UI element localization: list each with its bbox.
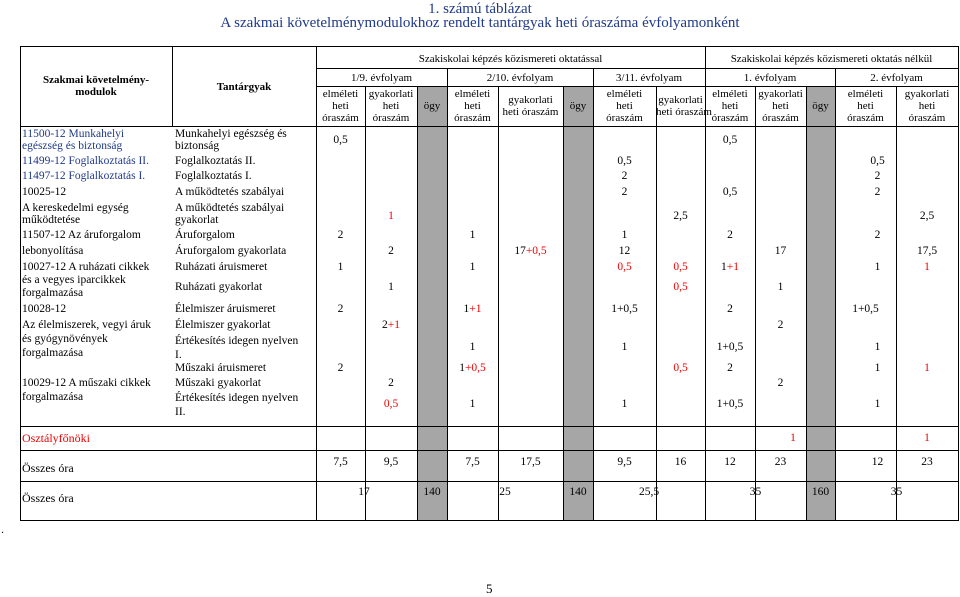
hours-value: 1 bbox=[388, 281, 394, 293]
hours-value: 2 bbox=[337, 229, 344, 241]
hours-value: 1+0,5 bbox=[459, 362, 486, 374]
subheader-ogy: ögy bbox=[423, 100, 441, 112]
total-value: 35 bbox=[890, 486, 903, 498]
total-value: 7,5 bbox=[465, 456, 480, 468]
hours-value: 2 bbox=[727, 303, 733, 315]
subject-name: Értékesítés idegen nyelven II. bbox=[175, 392, 299, 418]
total-value: 140 bbox=[423, 486, 441, 498]
subheader-gyakorlati: gyakorlati heti óraszám bbox=[758, 88, 803, 124]
hours-value: 1 bbox=[874, 261, 881, 273]
hours-value: 2 bbox=[621, 186, 628, 198]
module-name: 10028-12 bbox=[22, 303, 67, 315]
total-value: 25 bbox=[499, 486, 511, 498]
hours-value: 0,5 bbox=[673, 362, 688, 374]
hours-value: 12 bbox=[618, 245, 631, 257]
modules-column-header: Szakmai követelmény- modulok bbox=[42, 74, 149, 98]
hours-value: 2,5 bbox=[919, 210, 935, 222]
hours-value: 2 bbox=[777, 377, 784, 389]
total-value: 17,5 bbox=[520, 456, 541, 468]
hours-value: 2+1 bbox=[382, 319, 400, 331]
year-header-2-10: 2/10. évfolyam bbox=[486, 72, 554, 84]
module-name: Az élelmiszerek, vegyi áruk és gyógynövények forgalmazása bbox=[22, 319, 151, 359]
module-name: és a vegyes iparcikkek forgalmazása bbox=[22, 274, 126, 299]
subheader-ogy: ögy bbox=[812, 100, 829, 112]
hours-value: 2 bbox=[874, 170, 881, 182]
hours-value: 1 bbox=[388, 210, 394, 222]
subheader-gyakorlati: gyakorlati heti óraszám bbox=[656, 94, 712, 118]
hours-value: 2 bbox=[388, 245, 394, 257]
hours-value: 1 bbox=[790, 432, 796, 444]
total-value: 17 bbox=[358, 486, 370, 498]
hours-value: 1 bbox=[621, 229, 628, 241]
subheader-ogy: ögy bbox=[569, 100, 587, 112]
hours-value: 1 bbox=[621, 341, 628, 353]
hours-value: 1 bbox=[874, 362, 881, 374]
hours-value: 2 bbox=[621, 170, 628, 182]
hours-value: 1+1 bbox=[721, 261, 739, 273]
subject-name: Áruforgalom bbox=[175, 229, 235, 241]
hours-value: 0,5 bbox=[722, 134, 738, 146]
hours-value: 0,5 bbox=[870, 155, 885, 167]
total-hours-label: Összes óra bbox=[22, 491, 74, 505]
total-value: 23 bbox=[921, 456, 933, 468]
subheader-elmeleti: elméleti heti óraszám bbox=[454, 88, 491, 124]
hours-value: 2 bbox=[337, 303, 344, 315]
table-caption-number: 1. számú táblázat bbox=[428, 1, 532, 17]
hours-value: 1 bbox=[874, 398, 881, 410]
module-name: 10027-12 A ruházati cikkek bbox=[22, 261, 150, 273]
total-value: 160 bbox=[811, 486, 830, 498]
total-value: 12 bbox=[871, 456, 884, 468]
total-value: 35 bbox=[749, 486, 762, 498]
subheader-elmeleti: elméleti heti óraszám bbox=[322, 88, 359, 124]
hours-value: 1+0,5 bbox=[716, 398, 744, 410]
subheader-elmeleti: elméleti heti óraszám bbox=[711, 88, 749, 124]
hours-value: 0,5 bbox=[333, 134, 348, 146]
hours-value: 0,5 bbox=[673, 261, 688, 273]
module-name: A kereskedelmi egység működtetése bbox=[22, 202, 129, 226]
hours-value: 2 bbox=[777, 319, 784, 331]
hours-value: 1 bbox=[924, 362, 930, 374]
hours-value: 2,5 bbox=[673, 210, 688, 222]
subject-name: Ruházati gyakorlat bbox=[175, 281, 263, 293]
subject-name: Foglalkoztatás II. bbox=[175, 155, 256, 167]
subject-name: Műszaki gyakorlat bbox=[175, 377, 261, 389]
hours-value: 0,5 bbox=[383, 398, 399, 410]
class-teacher-label: Osztályfőnöki bbox=[22, 431, 90, 445]
total-value: 12 bbox=[724, 456, 736, 468]
table-caption-title: A szakmai követelménymodulokhoz rendelt tantárgyak heti óraszáma évfolyamonként bbox=[220, 15, 740, 31]
subject-name: Foglalkoztatás I. bbox=[175, 170, 252, 182]
hours-value: 1 bbox=[469, 229, 476, 241]
total-value: 9,5 bbox=[383, 456, 399, 468]
hours-value: 2 bbox=[874, 186, 881, 198]
hours-value: 0,5 bbox=[673, 281, 688, 293]
group-header-with-general: Szakiskolai képzés közismereti oktatással bbox=[418, 53, 603, 65]
hours-value: 1 bbox=[777, 281, 784, 293]
module-name: lebonyolítása bbox=[22, 245, 84, 257]
hours-value: 0,5 bbox=[617, 155, 632, 167]
subject-name: Műszaki áruismeret bbox=[175, 362, 267, 374]
subheader-elmeleti: elméleti heti óraszám bbox=[606, 88, 643, 124]
total-value: 25,5 bbox=[638, 486, 660, 498]
total-value: 140 bbox=[569, 486, 587, 498]
subject-name: A működtetés szabályai bbox=[175, 186, 285, 198]
hours-value: 17+0,5 bbox=[514, 245, 547, 257]
hours-value: 1+0,5 bbox=[716, 341, 744, 353]
subheader-gyakorlati: gyakorlati heti óraszám bbox=[368, 88, 414, 124]
subheader-gyakorlati: gyakorlati heti óraszám bbox=[502, 94, 559, 118]
hours-value: 1 bbox=[469, 261, 476, 273]
hours-value: 2 bbox=[874, 229, 881, 241]
hours-value: 17 bbox=[774, 245, 787, 257]
year-header-3-11: 3/11. évfolyam bbox=[615, 72, 683, 84]
subject-name: Munkahelyi egészség és biztonság bbox=[175, 128, 287, 152]
year-header-2: 2. évfolyam bbox=[870, 72, 923, 84]
subheader-elmeleti: elméleti heti óraszám bbox=[847, 88, 884, 124]
hours-value: 1 bbox=[337, 261, 344, 273]
total-value: 16 bbox=[674, 456, 687, 468]
module-name: 11500-12 Munkahelyi egészség és biztonság bbox=[22, 128, 125, 152]
subject-name: Értékesítés idegen nyelven I. bbox=[175, 335, 299, 361]
subjects-column-header: Tantárgyak bbox=[216, 81, 272, 93]
subject-name: Áruforgalom gyakorlata bbox=[175, 245, 287, 257]
stray-dot: . bbox=[1, 522, 4, 536]
total-value: 9,5 bbox=[617, 456, 632, 468]
hours-value: 1+0,5 bbox=[852, 303, 879, 315]
module-name: 10025-12 bbox=[22, 186, 67, 198]
module-name: 11507-12 Az áruforgalom bbox=[22, 229, 141, 241]
year-header-1-9: 1/9. évfolyam bbox=[350, 72, 413, 84]
hours-value: 2 bbox=[727, 362, 733, 374]
hours-value: 2 bbox=[727, 229, 733, 241]
module-name: 11499-12 Foglalkoztatás II. bbox=[22, 155, 150, 167]
page-number: 5 bbox=[486, 581, 493, 596]
hours-value: 1 bbox=[469, 398, 476, 410]
module-name: 11497-12 Foglalkoztatás I. bbox=[22, 170, 146, 182]
total-value: 7,5 bbox=[333, 456, 348, 468]
year-header-1: 1. évfolyam bbox=[743, 72, 797, 84]
hours-value: 1 bbox=[924, 261, 930, 273]
subject-name: Élelmiszer gyakorlat bbox=[175, 319, 271, 331]
hours-value: 0,5 bbox=[617, 261, 632, 273]
hours-value: 2 bbox=[337, 362, 344, 374]
module-name: 10029-12 A műszaki cikkek forgalmazása bbox=[22, 377, 151, 403]
subject-name: Ruházati áruismeret bbox=[175, 261, 268, 273]
hours-value: 1+0,5 bbox=[611, 303, 638, 315]
hours-value: 1+1 bbox=[463, 303, 482, 315]
subject-name: Élelmiszer áruismeret bbox=[175, 303, 276, 315]
total-hours-label: Összes óra bbox=[22, 461, 74, 475]
group-header-without-general: Szakiskolai képzés közismereti oktatás nélkül bbox=[730, 53, 933, 65]
hours-value: 2 bbox=[388, 377, 394, 389]
hours-value: 1 bbox=[924, 432, 930, 444]
total-value: 23 bbox=[774, 456, 787, 468]
hours-value: 0,5 bbox=[722, 186, 738, 198]
hours-value: 1 bbox=[874, 341, 881, 353]
hours-value: 1 bbox=[469, 341, 476, 353]
hours-value: 1 bbox=[621, 398, 628, 410]
subheader-gyakorlati: gyakorlati heti óraszám bbox=[904, 88, 950, 124]
hours-value: 17,5 bbox=[916, 245, 938, 257]
subject-name: A működtetés szabályai gyakorlat bbox=[175, 202, 285, 226]
